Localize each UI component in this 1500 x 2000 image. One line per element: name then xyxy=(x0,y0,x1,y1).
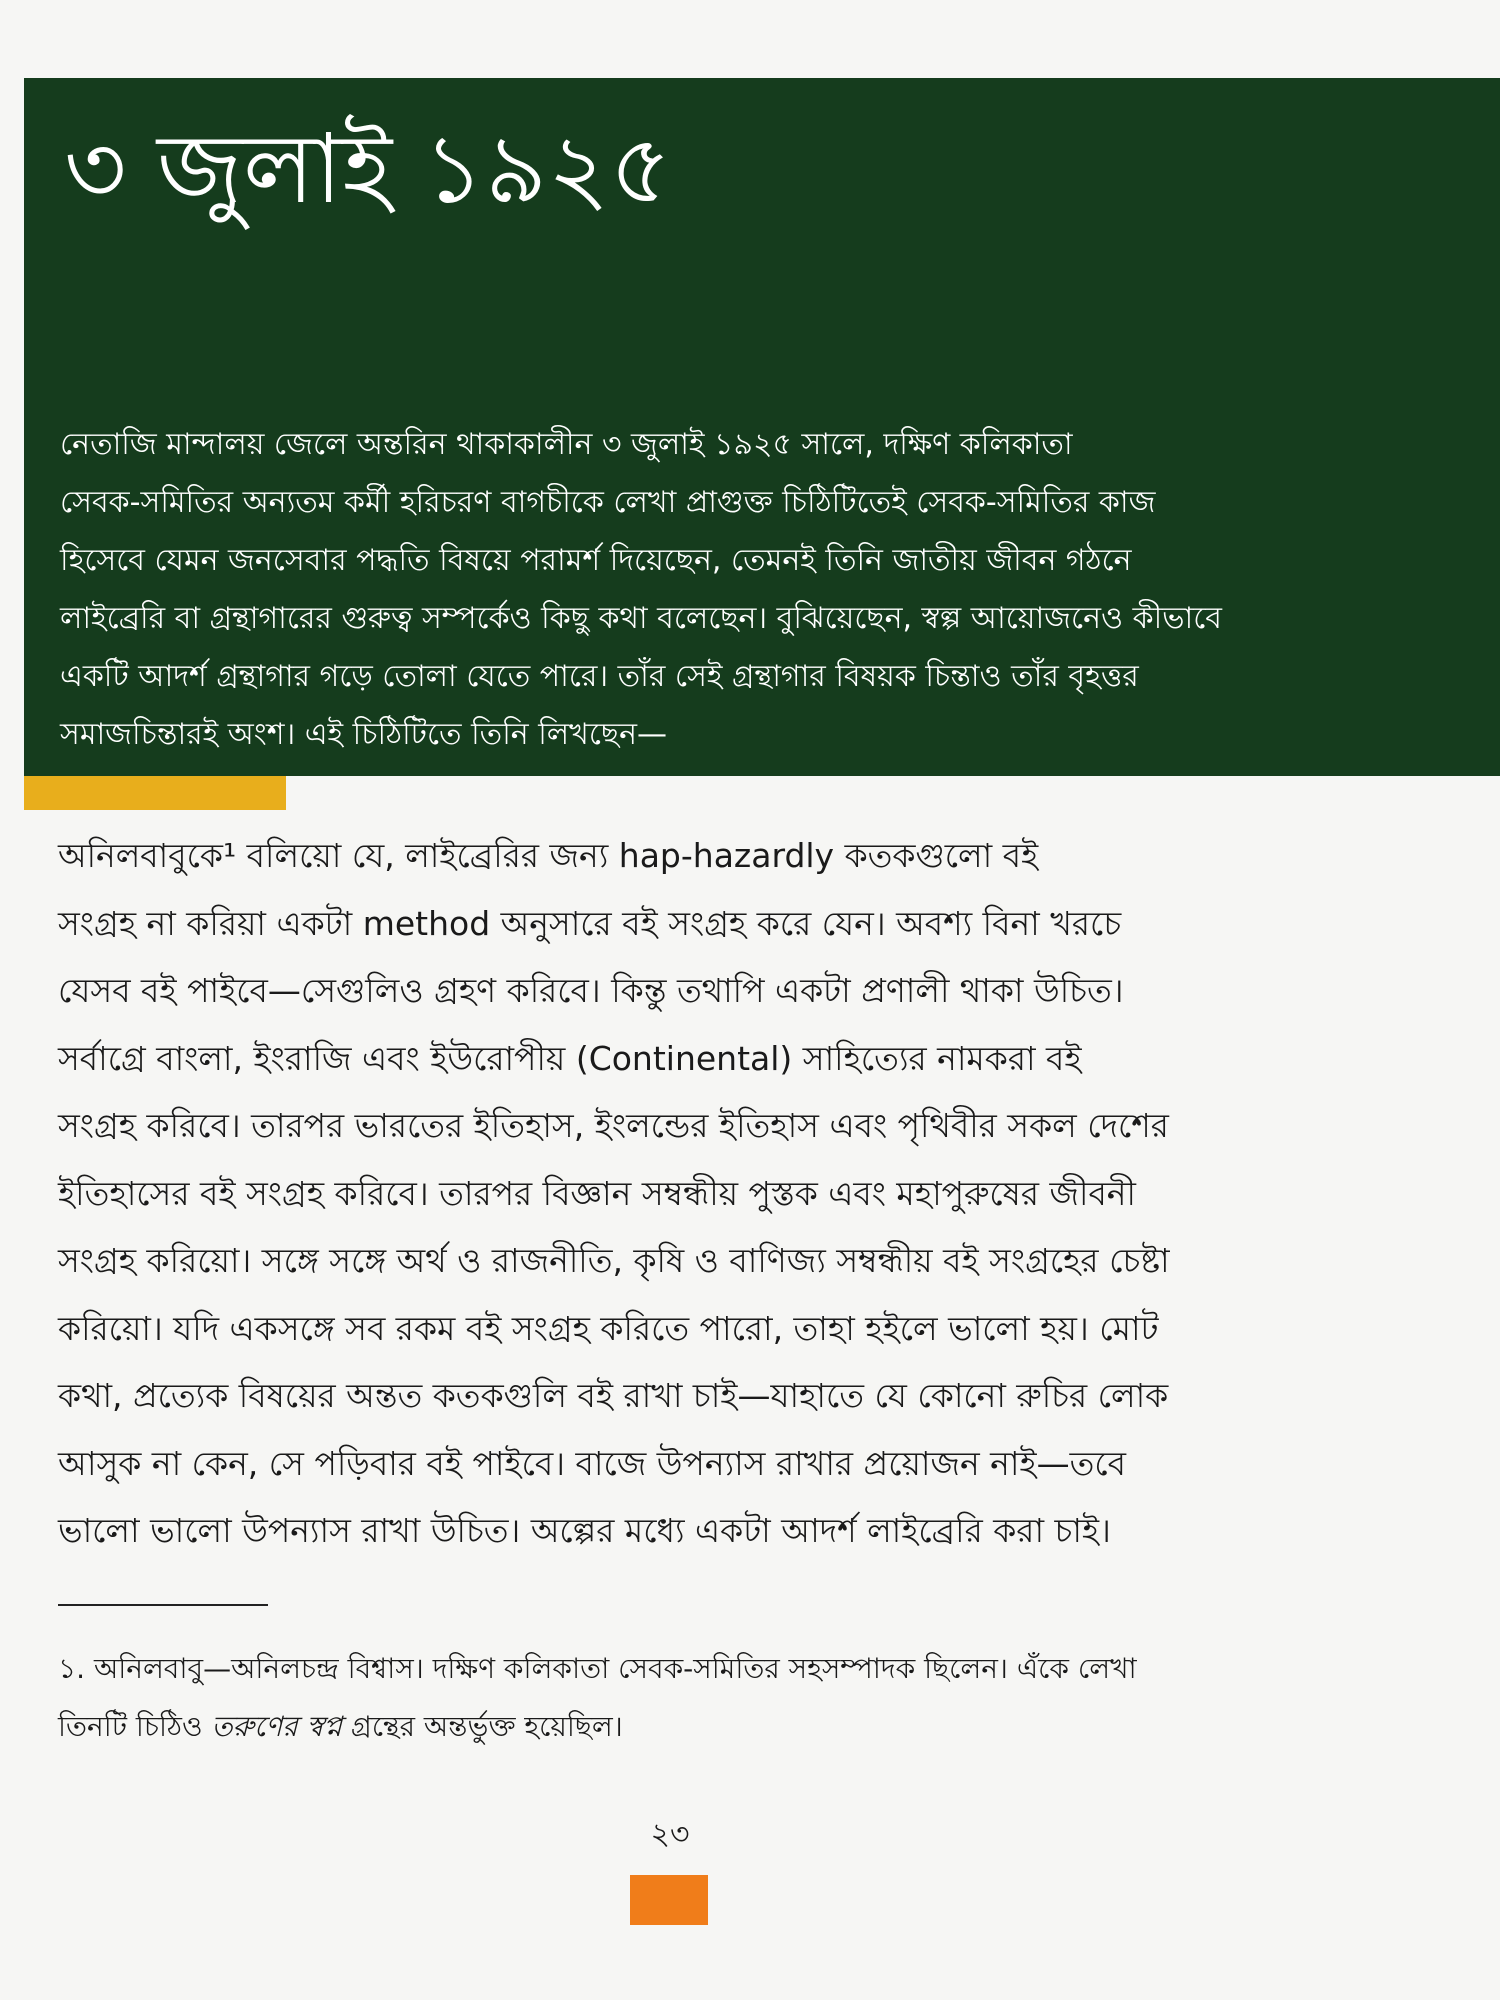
intro-line: হিসেবে যেমন জনসেবার পদ্ধতি বিষয়ে পরামর্শ দিয়েছেন, তেমনই তিনি জাতীয় জীবন গঠনে xyxy=(60,543,1132,578)
intro-line: সমাজচিন্তারই অংশ। এই চিঠিটিতে তিনি লিখছেন— xyxy=(60,717,667,752)
letter-line: যেসব বই পাইবে—সেগুলিও গ্রহণ করিবে। কিন্তু তথাপি একটা প্রণালী থাকা উচিত। xyxy=(58,971,1124,1010)
letter-line: করিয়ো। যদি একসঙ্গে সব রকম বই সংগ্রহ করিতে পারো, তাহা হইলে ভালো হয়। মোট xyxy=(58,1308,1159,1348)
intro-paragraph xyxy=(60,416,1470,764)
letter-line: ইতিহাসের বই সংগ্রহ করিবে। তারপর বিজ্ঞান সম্বন্ধীয় পুস্তক এবং মহাপুরুষের জীবনী xyxy=(58,1173,1136,1213)
page-marker xyxy=(630,1875,708,1925)
book-title-italic: তরুণের স্বপ্ন xyxy=(211,1710,342,1743)
footnote-line xyxy=(58,1698,1478,1756)
letter-line: সংগ্রহ করিবে। তারপর ভারতের ইতিহাস, ইংলন্ডের ইতিহাস এবং পৃথিবীর সকল দেশের xyxy=(58,1106,1169,1145)
letter-line: ভালো ভালো উপন্যাস রাখা উচিত। অল্পের মধ্যে একটা আদর্শ লাইব্রেরি করা চাই। xyxy=(58,1511,1111,1550)
footnote-text: তিনটি চিঠিও xyxy=(58,1710,212,1743)
letter-line: আসুক না কেন, সে পড়িবার বই পাইবে। বাজে উপন্যাস রাখার প্রয়োজন নাই—তবে xyxy=(58,1443,1126,1483)
letter-line: সংগ্রহ না করিয়া একটা method অনুসারে বই সংগ্রহ করে যেন। অবশ্য বিনা খরচে xyxy=(58,903,1122,943)
intro-line: লাইব্রেরি বা গ্রন্থাগারের গুরুত্ব সম্পর্কেও কিছু কথা বলেছেন। বুঝিয়েছেন, স্বল্প আয়োজনেও কীভাবে xyxy=(60,601,1222,636)
page-number: ২৩ xyxy=(650,1817,690,1852)
footnote-text: গ্রন্থের অন্তর্ভুক্ত হয়েছিল। xyxy=(341,1710,623,1743)
letter-line: অনিলবাবুকে¹ বলিয়ো যে, লাইব্রেরির জন্য hap-hazardly কতকগুলো বই xyxy=(58,836,1039,875)
date-title: ৩ জুলাই ১৯২৫ xyxy=(64,113,672,225)
footnote-divider xyxy=(58,1604,268,1606)
letter-line: সংগ্রহ করিয়ো। সঙ্গে সঙ্গে অর্থ ও রাজনীতি, কৃষি ও বাণিজ্য সম্বন্ধীয় বই সংগ্রহের চেষ্টা xyxy=(58,1241,1170,1280)
footnote xyxy=(58,1640,1478,1756)
intro-line: সেবক-সমিতির অন্যতম কর্মী হরিচরণ বাগচীকে লেখা প্রাগুক্ত চিঠিটিতেই সেবক-সমিতির কাজ xyxy=(60,485,1156,520)
footnote-line: ১. অনিলবাবু—অনিলচন্দ্র বিশ্বাস। দক্ষিণ কলিকাতা সেবক-সমিতির সহসম্পাদক ছিলেন। এঁকে লেখা xyxy=(58,1652,1137,1685)
letter-line: কথা, প্রত্যেক বিষয়ের অন্তত কতকগুলি বই রাখা চাই—যাহাতে যে কোনো রুচির লোক xyxy=(58,1376,1169,1415)
accent-bar xyxy=(24,776,286,810)
letter-excerpt xyxy=(58,822,1478,1565)
letter-line: সর্বাগ্রে বাংলা, ইংরাজি এবং ইউরোপীয় (Continental) সাহিত্যের নামকরা বই xyxy=(58,1038,1082,1078)
header-panel xyxy=(24,78,1500,776)
intro-line: একটি আদর্শ গ্রন্থাগার গড়ে তোলা যেতে পারে। তাঁর সেই গ্রন্থাগার বিষয়ক চিন্তাও তাঁর বৃহত্তর xyxy=(60,659,1139,694)
intro-line: নেতাজি মান্দালয় জেলে অন্তরিন থাকাকালীন ৩ জুলাই ১৯২৫ সালে, দক্ষিণ কলিকাতা xyxy=(60,427,1073,462)
